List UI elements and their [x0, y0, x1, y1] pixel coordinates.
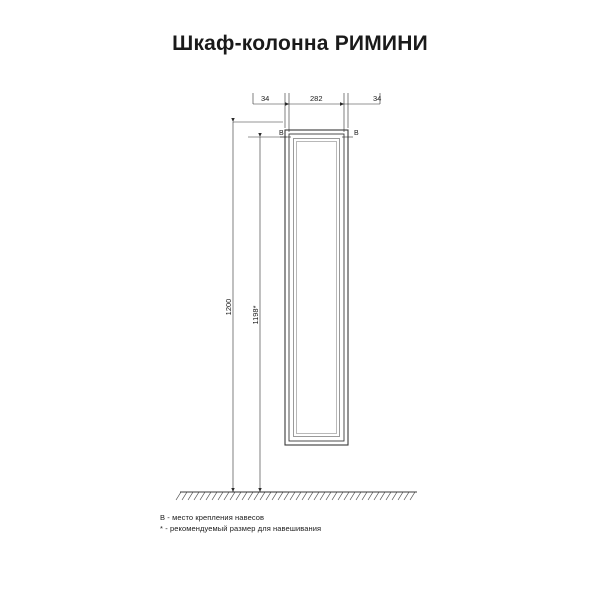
mount-label-left: В	[279, 130, 284, 137]
height-mount-dimension	[248, 137, 287, 492]
dim-width-right: 34	[373, 94, 382, 103]
legend	[160, 512, 321, 534]
cabinet-outline	[285, 130, 348, 445]
dim-width-left: 34	[261, 94, 270, 103]
mount-label-right: В	[354, 130, 359, 137]
page-title: Шкаф-колонна РИМИНИ	[172, 32, 428, 55]
legend-line-1: В - место крепления навесов	[160, 513, 265, 522]
floor-hatching	[176, 492, 415, 500]
floor-line	[176, 492, 417, 500]
width-dimension-group	[253, 93, 381, 132]
dim-height-mount: 1198*	[251, 305, 260, 325]
legend-line-2: * - рекомендуемый размер для навешивания	[160, 524, 322, 533]
dim-height-total: 1200	[224, 298, 233, 316]
dim-width-center: 282	[310, 94, 323, 103]
